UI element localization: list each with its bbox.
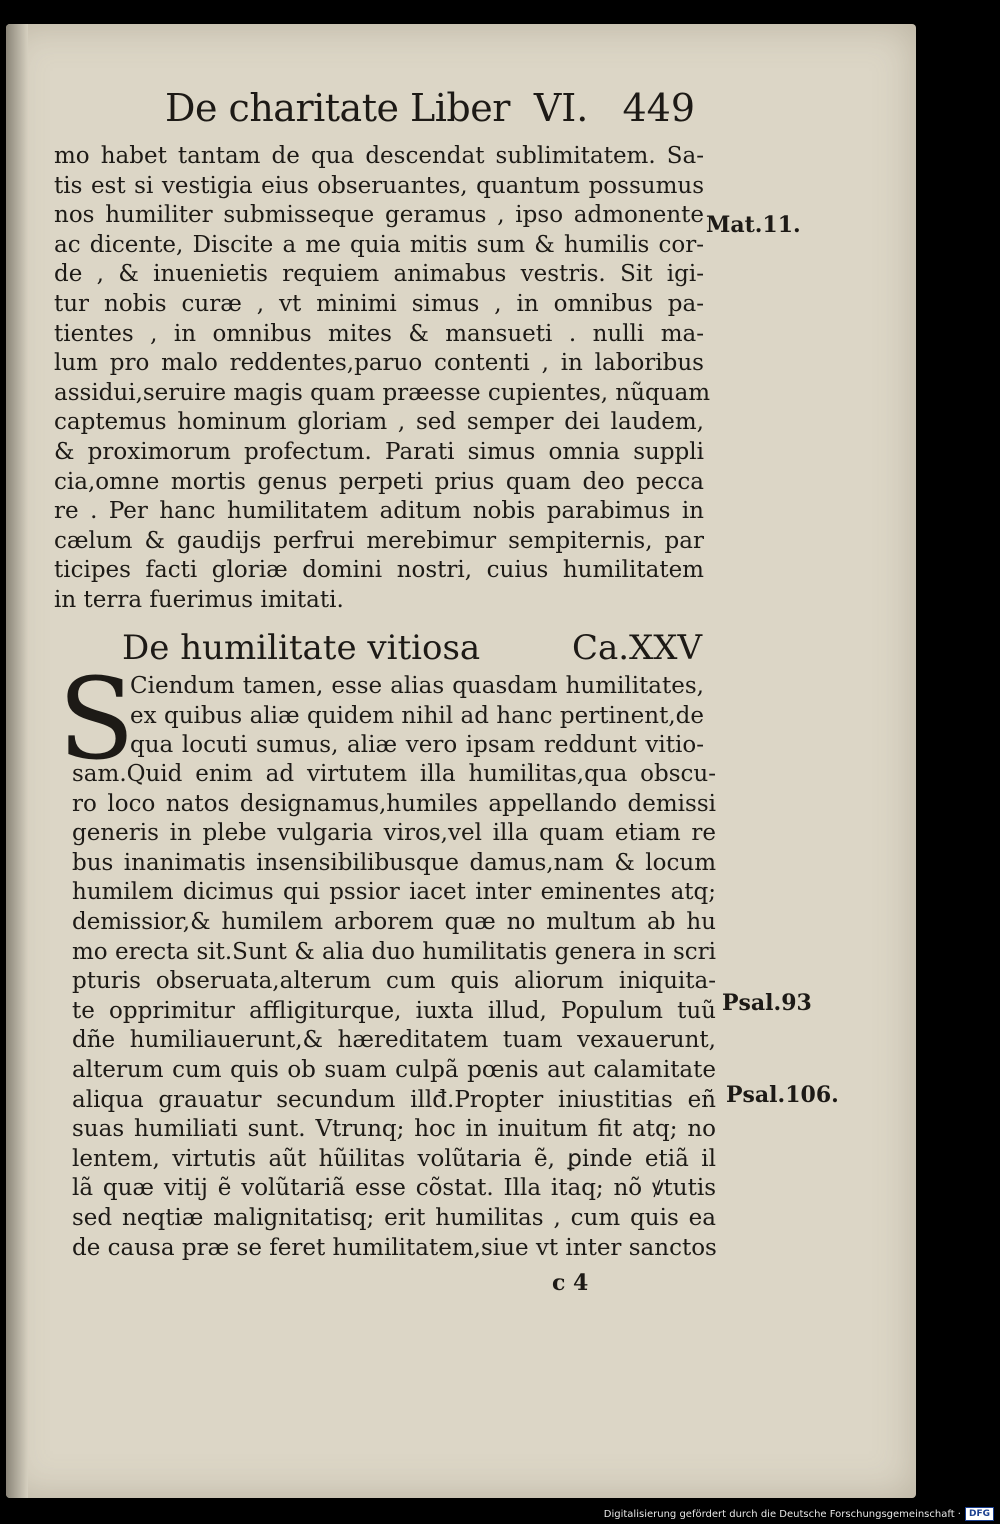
text-line: ac dicente, Discite a me quia mitis sum & humilis cor- <box>54 231 704 258</box>
text-line: in terra fuerimus imitati. <box>54 586 344 613</box>
text-line: ticipes facti gloriæ domini nostri, cuius humilitatem <box>54 557 704 584</box>
text-line: & proximorum profectum. Parati simus omnia suppli <box>54 438 704 465</box>
text-line: ro loco natos designamus,humiles appellando demissi <box>72 790 716 817</box>
text-line: Ciendum tamen, esse alias quasdam humilitates, <box>130 673 704 699</box>
text-line: mo habet tantam de qua descendat sublimitatem. Sa- <box>54 143 704 169</box>
text-line: cia,omne mortis genus perpeti prius quam deo pecca <box>54 468 704 495</box>
digitization-footer <box>604 1507 994 1521</box>
page-number: 449 <box>622 86 695 130</box>
book-number: VI. <box>533 86 589 130</box>
text-line: sed neqtiæ malignitatisq; erit humilitas , cum quis ea <box>72 1204 716 1231</box>
text-line: cælum & gaudijs perfrui merebimur sempiternis, par <box>54 527 704 554</box>
text-line: dñe humiliauerunt,& hæreditatem tuam vexauerunt, <box>72 1027 716 1054</box>
text-line: lã quæ vitij ẽ volũtariã esse cõstat. Illa itaq; nõ ꝟtutis <box>72 1175 716 1202</box>
text-line: tis est si vestigia eius obseruantes, quantum possumus <box>54 172 704 199</box>
text-line: lentem, virtutis aũt hũilitas volũtaria ẽ, ꝑinde etiã il <box>72 1145 716 1172</box>
running-header <box>165 86 695 130</box>
text-line: sam.Quid enim ad virtutem illa humilitas,qua obscu- <box>72 761 716 787</box>
text-line: bus inanimatis insensibilibusque damus,nam & locum <box>72 849 716 876</box>
signature-mark: c 4 <box>552 1270 589 1296</box>
text-line: alterum cum quis ob suam culpã pœnis aut calamitate <box>72 1056 716 1083</box>
text-line: tientes , in omnibus mites & mansueti . nulli ma- <box>54 320 704 347</box>
marginal-note: Mat.11. <box>706 212 801 238</box>
text-line: nos humiliter submisseque geramus , ipso admonente <box>54 202 704 229</box>
text-line: de causa præ se feret humilitatem,siue vt inter sanctos <box>72 1234 717 1261</box>
header-right <box>512 86 695 130</box>
text-block-body <box>72 760 716 1263</box>
text-line: humilem dicimus qui pssior iacet inter eminentes atq; <box>72 879 716 906</box>
text-line: aliqua grauatur secundum illđ.Propter iniustitias eñ <box>72 1086 716 1113</box>
text-line: pturis obseruata,alterum cum quis aliorum iniquita- <box>72 968 716 995</box>
text-line: captemus hominum gloriam , sed semper dei laudem, <box>54 409 704 436</box>
text-line: demissior,& humilem arborem quæ no multum ab hu <box>72 908 716 935</box>
text-line: ex quibus aliæ quidem nihil ad hanc pertinent,de <box>130 702 704 729</box>
text-line: assidui,seruire magis quam præesse cupientes, nũquam <box>54 379 711 406</box>
footer-text: Digitalisierung gefördert durch die Deutsche Forschungsgemeinschaft · <box>603 1508 961 1520</box>
text-line: suas humiliati sunt. Vtrunq; hoc in inuitum fit atq; no <box>72 1116 716 1143</box>
drop-capital: S <box>58 655 135 785</box>
text-line: te opprimitur affligiturque, iuxta illud, Populum tuũ <box>72 997 716 1024</box>
text-line: re . Per hanc humilitatem aditum nobis parabimus in <box>54 498 704 525</box>
page-spine-shadow <box>6 24 28 1498</box>
text-block-top <box>54 142 711 616</box>
marginal-note: Psal.93 <box>722 990 812 1016</box>
chapter-title: De humilitate vitiosa <box>122 628 481 668</box>
text-line: de , & inuenietis requiem animabus vestris. Sit igi- <box>54 261 704 288</box>
text-line: qua locuti sumus, aliæ vero ipsam reddunt vitio- <box>130 732 704 759</box>
text-line: generis in plebe vulgaria viros,vel illa quam etiam re <box>72 820 716 847</box>
text-block-initial <box>130 672 704 761</box>
text-line: lum pro malo reddentes,paruo contenti , in laboribus <box>54 350 704 377</box>
chapter-heading <box>122 628 702 668</box>
chapter-number: Ca.XXV <box>571 628 702 668</box>
text-line: mo erecta sit.Sunt & alia duo humilitatis genera in scri <box>72 938 716 965</box>
text-line: tur nobis curæ , vt minimi simus , in omnibus pa- <box>54 290 704 317</box>
marginal-note: Psal.106. <box>726 1082 839 1108</box>
running-title: De charitate Liber <box>165 86 510 130</box>
dfg-logo: DFG <box>965 1507 994 1521</box>
